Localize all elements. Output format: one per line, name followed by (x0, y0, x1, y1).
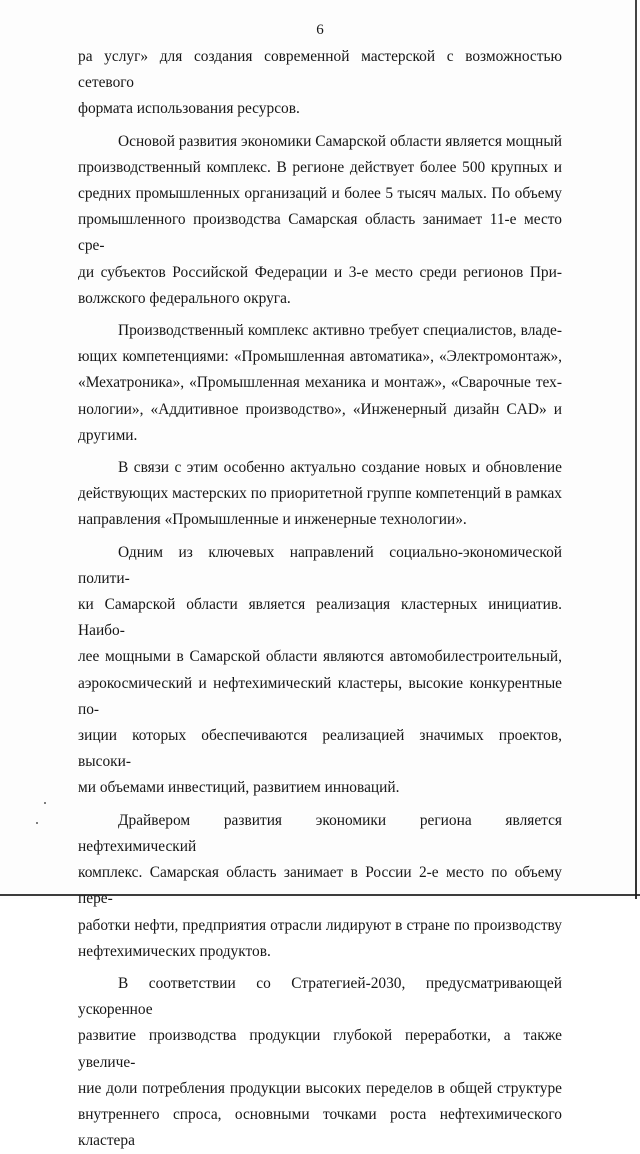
page-number: 6 (316, 22, 324, 38)
text-line: волжского федерального округа. (78, 289, 291, 307)
text-line: комплекс. Самарская область занимает в России 2-е место по объему пере- (78, 864, 562, 908)
text-line: ра услуг» для создания современной мастерской с возможностью сетевого (78, 48, 562, 92)
text-line: ми объемами инвестиций, развитием инноваций. (78, 779, 400, 797)
text-line: зиции которых обеспечиваются реализацией значимых проектов, высоки- (78, 727, 562, 771)
text-line: «Мехатроника», «Промышленная механика и монтаж», «Сварочные тех- (78, 374, 562, 392)
scan-speck (44, 802, 46, 804)
text-line: Производственный комплекс активно требует специалистов, владе- (118, 322, 562, 340)
body-text (78, 44, 562, 1154)
text-line: ющих компетенциями: «Промышленная автоматика», «Электромонтаж», (78, 348, 562, 366)
text-line: нефтехимических продуктов. (78, 942, 271, 960)
text-line: работки нефти, предприятия отрасли лидируют в стране по производству (78, 916, 562, 934)
text-line: действующих мастерских по приоритетной группе компетенций в рамках (78, 485, 562, 503)
scan-edge-right (635, 0, 637, 899)
text-line: направления «Промышленные и инженерные технологии». (78, 511, 467, 529)
text-line: В соответствии со Стратегией-2030, предусматривающей ускоренное (78, 974, 562, 1019)
text-line: Основой развития экономики Самарской области является мощный (118, 132, 562, 150)
text-line: промышленного производства Самарская область занимает 11-е место сре- (78, 211, 562, 255)
text-line: В связи с этим особенно актуально создание новых и обновление (118, 459, 562, 477)
text-line: ки Самарской области является реализация кластерных инициатив. Наибо- (78, 596, 562, 640)
text-line: формата использования ресурсов. (78, 100, 300, 118)
text-line: внутреннего спроса, основными точками роста нефтехимического кластера (78, 1105, 562, 1150)
text-line: средних промышленных организаций и более 5 тысяч малых. По объему (78, 185, 562, 203)
text-line: нологии», «Аддитивное производство», «Инженерный дизайн CAD» и (78, 400, 562, 418)
text-line: ди субъектов Российской Федерации и 3-е место среди регионов При- (78, 263, 562, 281)
text-line: лее мощными в Самарской области являются автомобилестроительный, (78, 648, 562, 666)
text-line: Одним из ключевых направлений социально-экономической полити- (78, 543, 562, 587)
text-line: развитие производства продукции глубокой переработки, а также увеличе- (78, 1027, 562, 1071)
text-line: аэрокосмический и нефтехимический кластеры, высокие конкурентные по- (78, 674, 562, 718)
text-line: Драйвером развития экономики региона является нефтехимический (78, 811, 562, 855)
scan-speck (36, 822, 38, 824)
text-line: другими. (78, 426, 138, 444)
text-line: ние доли потребления продукции высоких переделов в общей структуре (78, 1079, 562, 1097)
text-line: производственный комплекс. В регионе действует более 500 крупных и (78, 158, 562, 176)
